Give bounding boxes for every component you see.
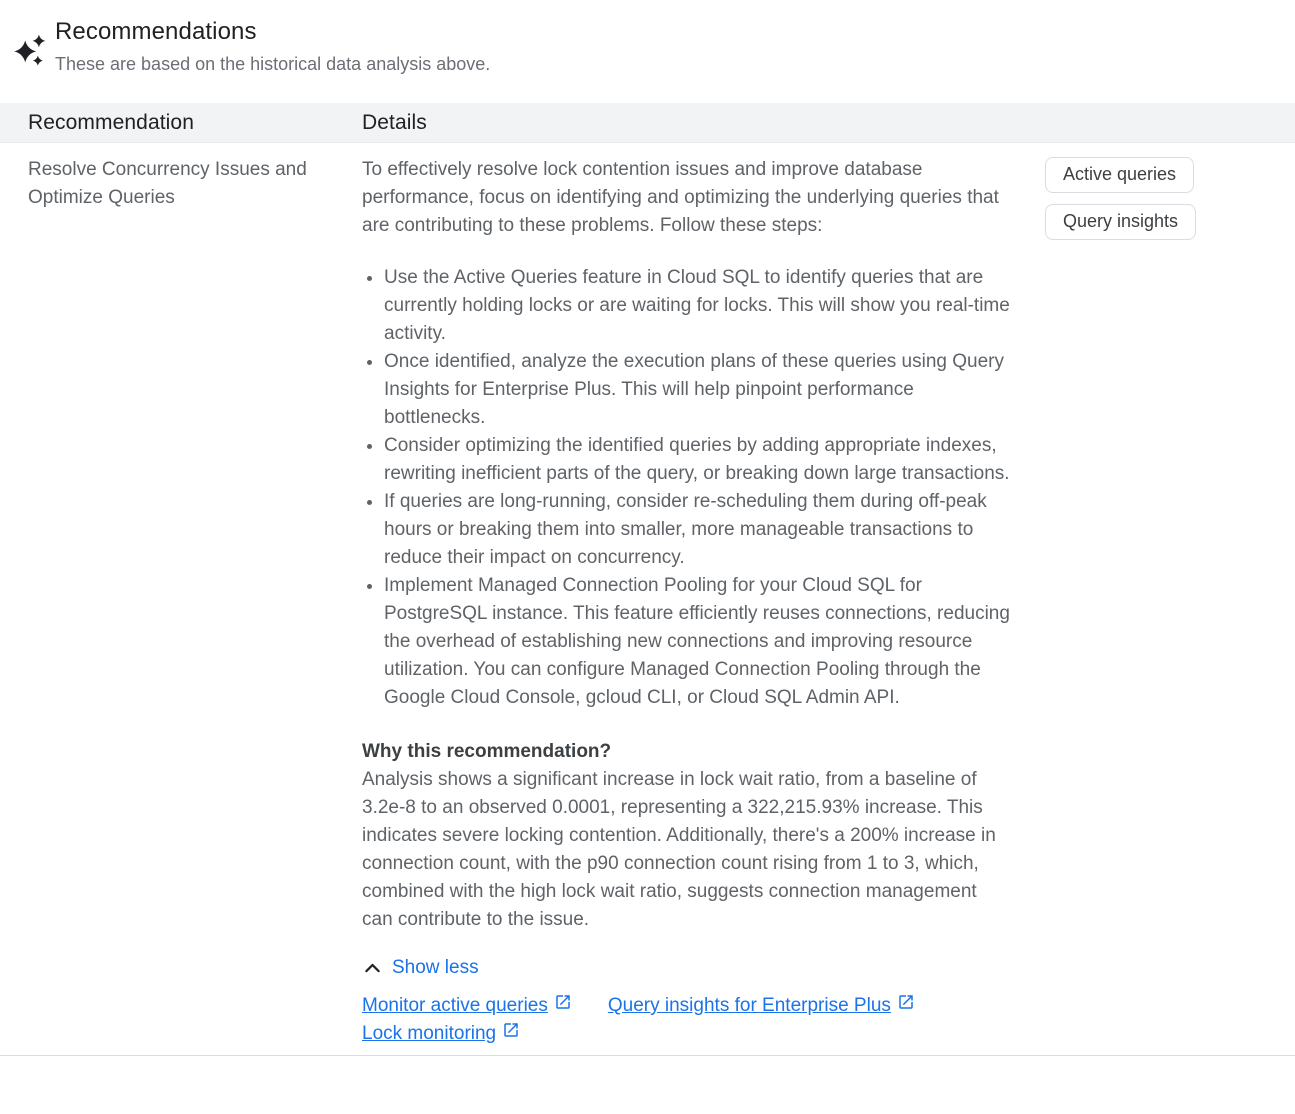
link-lock-monitoring[interactable] xyxy=(362,1020,520,1048)
show-less-button[interactable] xyxy=(362,954,479,982)
recommendation-details xyxy=(362,156,1045,1048)
why-recommendation-heading: Why this recommendation? xyxy=(362,741,612,762)
details-bullet-list xyxy=(362,264,1012,712)
active-queries-chip[interactable]: Active queries xyxy=(1045,157,1194,193)
open-in-new-icon xyxy=(554,992,572,1020)
link-label: Monitor active queries xyxy=(362,995,548,1016)
open-in-new-icon xyxy=(897,992,915,1020)
column-header-details: Details xyxy=(362,110,427,134)
link-monitor-active-queries[interactable] xyxy=(362,992,572,1020)
recommendation-title: Resolve Concurrency Issues and Optimize Queries xyxy=(28,159,307,208)
column-header-recommendation: Recommendation xyxy=(28,110,194,134)
related-feature-chips xyxy=(1045,156,1295,1048)
recommendations-table xyxy=(0,103,1295,1056)
why-recommendation-text: Analysis shows a significant increase in lock wait ratio, from a baseline of 3.2e-8 to an observed 0.0001, representing a 322,215.93% increase. This indicates severe locking contention. Additionally, there's a 200% increase in connection count, with the p90 connection count rising from 1 to 3, which, combined with the high lock wait ratio, suggests connection management can contribute to the issue. xyxy=(362,769,996,930)
gemini-sparkle-icon xyxy=(6,16,55,73)
link-query-insights-enterprise-plus[interactable] xyxy=(608,992,915,1020)
details-intro: To effectively resolve lock contention issues and improve database performance, focus on identifying and optimizing the underlying queries that are contributing to these problems. Follow these steps: xyxy=(362,159,999,236)
table-header-row xyxy=(0,103,1295,143)
documentation-links xyxy=(362,992,1022,1048)
open-in-new-icon xyxy=(502,1020,520,1048)
chevron-up-icon xyxy=(362,958,383,979)
table-bottom-divider xyxy=(0,1055,1295,1056)
bullet-item: • Consider optimizing the identified queries by adding appropriate indexes, rewriting inefficient parts of the query, or breaking down large transactions. xyxy=(384,432,1012,488)
table-row xyxy=(0,143,1295,1048)
bullet-item: • If queries are long-running, consider re-scheduling them during off-peak hours or breaking them into smaller, more manageable transactions to reduce their impact on concurrency. xyxy=(384,488,1012,572)
bullet-item: • Implement Managed Connection Pooling for your Cloud SQL for PostgreSQL instance. This feature efficiently reuses connections, reducing the overhead of establishing new connections and improving resource utilization. You can configure Managed Connection Pooling through the Google Cloud Console, gcloud CLI, or Cloud SQL Admin API. xyxy=(384,572,1012,712)
page-subtitle: These are based on the historical data analysis above. xyxy=(55,54,491,74)
show-less-label: Show less xyxy=(392,957,479,978)
recommendations-header xyxy=(0,0,1295,103)
link-label: Query insights for Enterprise Plus xyxy=(607,995,891,1016)
link-label: Lock monitoring xyxy=(362,1023,497,1044)
bullet-item: • Once identified, analyze the execution plans of these queries using Query Insights for Enterprise Plus. This will help pinpoint performance bottlenecks. xyxy=(384,348,1012,432)
query-insights-chip[interactable]: Query insights xyxy=(1045,204,1196,240)
page-title: Recommendations xyxy=(55,18,257,45)
bullet-item: • Use the Active Queries feature in Cloud SQL to identify queries that are currently holding locks or are waiting for locks. This will show you real-time activity. xyxy=(384,264,1012,348)
